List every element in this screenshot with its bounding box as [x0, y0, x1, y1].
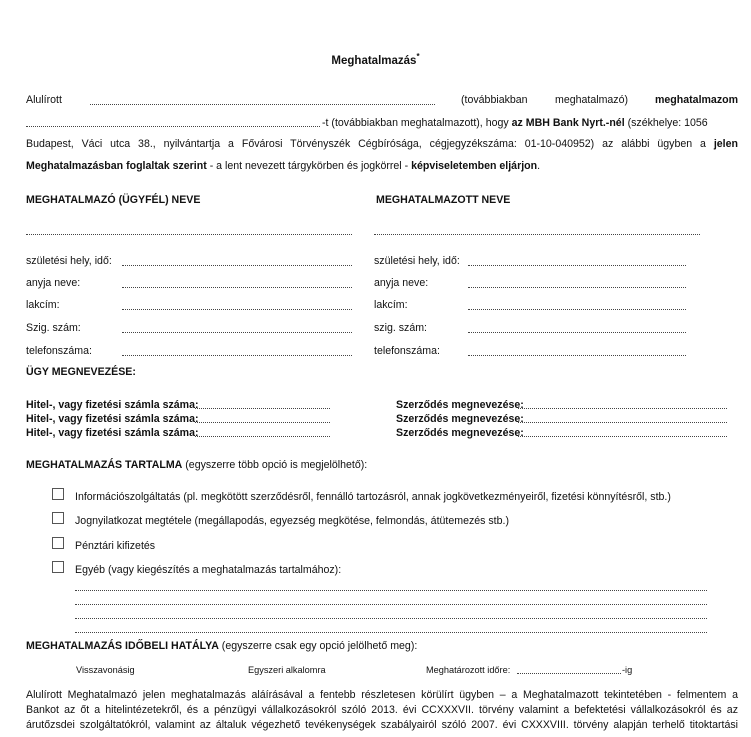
- other-line-3[interactable]: [75, 618, 707, 619]
- principal-id-field[interactable]: [122, 332, 352, 333]
- principal-phone-label: telefonszáma:: [26, 345, 92, 357]
- other-line-1[interactable]: [75, 590, 707, 591]
- intro-line3: Budapest, Váci utca 38., nyilvántartja a Fővárosi Törvényszék Cégbírósága, cégjegyzékszáma: 01-10-040952) az alábbi ügyben a jelen: [26, 138, 738, 150]
- validity-fixed-term[interactable]: Meghatározott időre:: [426, 665, 511, 675]
- other-line-4[interactable]: [75, 632, 707, 633]
- contract-label-3: Szerződés megnevezése:: [396, 427, 524, 439]
- contract-field-2[interactable]: [518, 422, 727, 423]
- content-heading: MEGHATALMAZÁS TARTALMA (egyszerre több opció is megjelölhető):: [26, 459, 368, 471]
- account-label-3: Hitel-, vagy fizetési számla száma:: [26, 427, 199, 439]
- case-heading: ÜGY MEGNEVEZÉSE:: [26, 366, 136, 378]
- option-info-checkbox[interactable]: [52, 488, 64, 500]
- option-other-label: Egyéb (vagy kiegészítés a meghatalmazás tartalmához):: [75, 564, 342, 576]
- option-other-checkbox[interactable]: [52, 561, 64, 573]
- intro-meghatalmazo: meghatalmazó): [555, 94, 629, 106]
- agent-mother-label: anyja neve:: [374, 277, 429, 289]
- principal-name-field[interactable]: [26, 234, 352, 235]
- option-statement-label: Jognyilatkozat megtétele (megállapodás, egyezség megkötése, felmondás, átütemezés stb.): [75, 515, 509, 527]
- principal-name-line[interactable]: [90, 104, 435, 105]
- principal-heading: MEGHATALMAZÓ (ÜGYFÉL) NEVE: [26, 194, 201, 206]
- agent-id-label: szig. szám:: [374, 322, 427, 334]
- closing-line-1: Alulírott Meghatalmazó jelen meghatalmazás aláírásával a fentebb részletesen körülírt ügyben – a Meghatalmazott tekintetében - felmentem a: [26, 689, 738, 701]
- validity-single-occasion[interactable]: Egyszeri alkalomra: [248, 665, 326, 675]
- validity-suffix: -ig: [622, 665, 633, 675]
- principal-birth-label: születési hely, idő:: [26, 255, 112, 267]
- validity-date-field[interactable]: [517, 673, 621, 674]
- intro-line4: Meghatalmazásban foglaltak szerint - a lent nevezett tárgykörben és jogkörrel - képviseletemben eljárjon.: [26, 160, 541, 172]
- closing-line-2: Bankot az őt a hitelintézetekről, és a pénzügyi vállalkozásokról szóló 2013. évi CCXXXVII. törvény valamint a befektetési vállalkozásokról és az: [26, 704, 738, 716]
- account-field-2[interactable]: [195, 422, 330, 423]
- account-field-3[interactable]: [195, 436, 330, 437]
- agent-birth-label: születési hely, idő:: [374, 255, 460, 267]
- principal-phone-field[interactable]: [122, 355, 352, 356]
- agent-name-line[interactable]: [26, 126, 320, 127]
- option-cash-checkbox[interactable]: [52, 537, 64, 549]
- agent-mother-field[interactable]: [468, 287, 686, 288]
- intro-alulirott: Alulírott: [26, 94, 62, 106]
- page-title: Meghatalmazás*: [331, 52, 420, 67]
- validity-until-revoked[interactable]: Visszavonásig: [76, 665, 135, 675]
- option-cash-label: Pénztári kifizetés: [75, 540, 156, 552]
- agent-name-field[interactable]: [374, 234, 700, 235]
- principal-address-field[interactable]: [122, 309, 352, 310]
- contract-label-1: Szerződés megnevezése:: [396, 399, 524, 411]
- contract-field-3[interactable]: [518, 436, 727, 437]
- other-line-2[interactable]: [75, 604, 707, 605]
- account-label-2: Hitel-, vagy fizetési számla száma:: [26, 413, 199, 425]
- intro-tovabbiakban: (továbbiakban: [461, 94, 528, 106]
- contract-field-1[interactable]: [518, 408, 727, 409]
- closing-line-3: árutőzsdei szolgáltatókról, valamint az általuk végezhető tevékenységek szabályairól szóló 2007. évi CXXXVIII. törvény alapján terhelő titoktartási: [26, 719, 738, 731]
- agent-address-field[interactable]: [468, 309, 686, 310]
- intro-line2: -t (továbbiakban meghatalmazott), hogy az MBH Bank Nyrt.-nél (székhelye: 1056: [322, 117, 708, 129]
- agent-id-field[interactable]: [468, 332, 686, 333]
- validity-heading: MEGHATALMAZÁS IDŐBELI HATÁLYA (egyszerre csak egy opció jelölhető meg):: [26, 640, 418, 652]
- option-statement-checkbox[interactable]: [52, 512, 64, 524]
- agent-heading: MEGHATALMAZOTT NEVE: [376, 194, 511, 206]
- account-label-1: Hitel-, vagy fizetési számla száma:: [26, 399, 199, 411]
- account-field-1[interactable]: [195, 408, 330, 409]
- principal-mother-field[interactable]: [122, 287, 352, 288]
- intro-meghatalmazom: meghatalmazom: [655, 94, 739, 106]
- principal-id-label: Szig. szám:: [26, 322, 81, 334]
- principal-birth-field[interactable]: [122, 265, 352, 266]
- principal-address-label: lakcím:: [26, 299, 60, 311]
- principal-mother-label: anyja neve:: [26, 277, 81, 289]
- agent-phone-label: telefonszáma:: [374, 345, 440, 357]
- option-info-label: Információszolgáltatás (pl. megkötött szerződésről, fennálló tartozásról, annak jogkövetkezményeiről, fizetési könnyítésről, stb.): [75, 491, 671, 503]
- agent-birth-field[interactable]: [468, 265, 686, 266]
- agent-phone-field[interactable]: [468, 355, 686, 356]
- agent-address-label: lakcím:: [374, 299, 408, 311]
- contract-label-2: Szerződés megnevezése:: [396, 413, 524, 425]
